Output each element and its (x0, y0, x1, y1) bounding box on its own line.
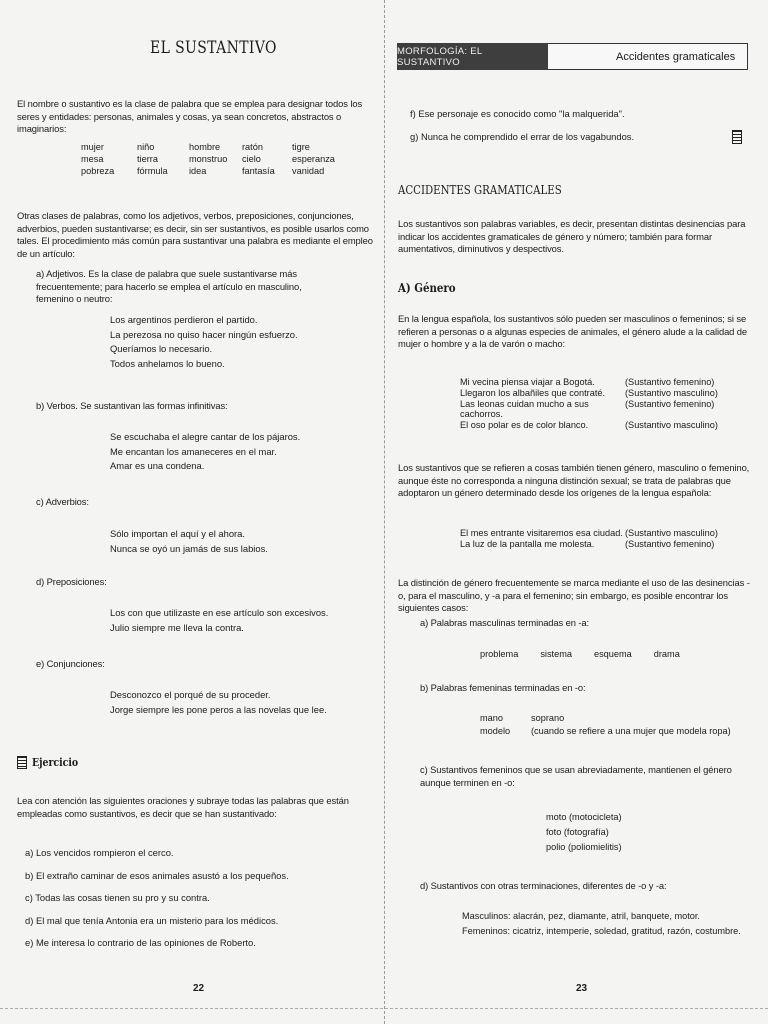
example-gender: (Sustantivo femenino) (625, 539, 715, 549)
case-c-words (546, 810, 622, 855)
cosas-examples (460, 528, 725, 549)
word: modelo (480, 726, 511, 736)
exercise-item: f) Ese personaje es conocido como "la malquerida". (410, 108, 625, 119)
word: sistema (540, 649, 572, 659)
example-sentence: Las leonas cuidan mucho a sus cachorros. (460, 399, 589, 419)
example-line: Julio siempre me lleva la contra. (110, 621, 244, 633)
exercise-title: Ejercicio (32, 756, 79, 769)
word-examples (81, 142, 352, 176)
word-note: (cuando se refiere a una mujer que modela ropa) (531, 726, 731, 736)
genero-title: A) Género (398, 281, 456, 295)
preposiciones-examples (110, 606, 328, 635)
example-line: Queríamos lo necesario. (110, 343, 213, 354)
example-line: Los argentinos perdieron el partido. (110, 314, 258, 325)
header-topic-tab: Accidentes gramaticales (548, 43, 748, 70)
example-word: vanidad (292, 166, 325, 176)
word: moto (motocicleta) (546, 812, 622, 822)
exercise-item: a) Los vencidos rompieron el cerco. (25, 847, 174, 858)
adjetivos-examples (110, 313, 298, 371)
cosas-example-table (460, 528, 725, 549)
example-word: hombre (189, 142, 221, 152)
example-gender: (Sustantivo masculino) (625, 388, 718, 398)
example-sentence: El oso polar es de color blanco. (460, 420, 589, 430)
example-line: Todos anhelamos lo bueno. (110, 357, 225, 369)
adverbios-examples (110, 527, 268, 556)
page-number: 22 (193, 983, 205, 994)
example-sentence: Llegaron los albañiles que contraté. (460, 388, 606, 398)
right-page (384, 0, 768, 1024)
example-line: La perezosa no quiso hacer ningún esfuerzo. (110, 328, 298, 340)
example-word: mujer (81, 142, 104, 152)
example-line: Se escuchaba el alegre cantar de los pájaros. (110, 431, 301, 442)
example-word: tierra (137, 154, 158, 164)
section-title: ACCIDENTES GRAMATICALES (398, 183, 562, 197)
case-d-lists (462, 909, 741, 939)
genero-example-table (460, 377, 725, 430)
genero-examples (460, 377, 725, 430)
example-line: Me encantan los amaneceres en el mar. (110, 445, 277, 457)
genero-paragraph: En la lengua española, los sustantivos sólo pueden ser masculinos o femeninos; si se refieren a personas o a algunas especies de animales, el género alude a la calidad de mujer o hombre y a la de varón o macho: (398, 313, 748, 349)
example-gender: (Sustantivo masculino) (625, 528, 718, 538)
header-section-tab: MORFOLOGÍA: EL SUSTANTIVO (397, 43, 548, 70)
exercise-list (25, 842, 289, 955)
example-sentence: La luz de la pantalla me molesta. (460, 539, 595, 549)
example-word: idea (189, 166, 207, 176)
masculine-list: Masculinos: alacrán, pez, diamante, atril, banquete, motor. (462, 911, 700, 921)
example-line: Amar es una condena. (110, 460, 205, 471)
word-grid (81, 142, 352, 176)
exercise-heading (17, 756, 86, 769)
word: polio (poliomielitis) (546, 842, 622, 852)
desinencias-paragraph: La distinción de género frecuentemente se marca mediante el uso de las desinencias -o, para el masculino, y -a para el femenino; sin embargo, es posible encontrar los siguientes casos: (398, 577, 750, 613)
example-word: fórmula (137, 166, 168, 176)
page-number: 23 (576, 983, 588, 994)
adjetivos-label: a) Adjetivos. Es la clase de palabra que suele sustantivarse más frecuentemente; para hacerlo se emplea el artículo en masculino, femenino o neutro: (36, 268, 302, 304)
verbos-examples (110, 430, 300, 474)
word: mano (480, 713, 503, 723)
case-b-label: b) Palabras femeninas terminadas en -o: (420, 682, 586, 693)
word: drama (653, 649, 680, 659)
exercise-item: e) Me interesa lo contrario de las opiniones de Roberto. (25, 937, 256, 948)
example-word: cielo (242, 154, 261, 164)
example-word: fantasía (242, 166, 275, 176)
example-sentence: Mi vecina piensa viajar a Bogotá. (460, 377, 595, 387)
example-line: Jorge siempre les pone peros a las novelas que lee. (110, 703, 327, 715)
example-gender: (Sustantivo femenino) (625, 399, 715, 409)
section-intro: Los sustantivos son palabras variables, es decir, presentan distintas desinencias para indicar los accidentes gramaticales de género y número; también para formar aumentativos, diminutivos y despectivos. (398, 218, 746, 254)
example-word: esperanza (292, 154, 335, 164)
case-b-words (480, 712, 731, 738)
case-a-label: a) Palabras masculinas terminadas en -a: (420, 617, 589, 628)
exercise-item: c) Todas las cosas tienen su pro y su contra. (25, 892, 210, 903)
notebook-icon (17, 756, 27, 769)
example-word: ratón (242, 142, 263, 152)
exercise-instructions: Lea con atención las siguientes oraciones y subraye todas las palabras que están empleadas como sustantivos, es decir que se han sustantivado: (17, 795, 349, 819)
notebook-icon (732, 130, 742, 144)
example-gender: (Sustantivo masculino) (625, 420, 718, 430)
example-gender: (Sustantivo femenino) (625, 377, 715, 387)
word: problema (480, 649, 519, 659)
cosas-paragraph: Los sustantivos que se refieren a cosas también tienen género, masculino o femenino, aunque éste no corresponda a ninguna distinción sexual; se trata de palabras que adoptaron un género determinado desde los orígenes de la lengua española: (398, 462, 750, 498)
page-title: EL SUSTANTIVO (150, 38, 277, 58)
intro-paragraph: El nombre o sustantivo es la clase de palabra que se emplea para designar todos los seres y entidades: personas, animales y cosas, ya sean concretos, abstractos o imaginarios: (17, 98, 363, 134)
exercise-item: g) Nunca he comprendido el errar de los vagabundos. (410, 131, 635, 142)
word: esquema (593, 649, 632, 659)
preposiciones-label: d) Preposiciones: (36, 576, 107, 587)
example-word: niño (137, 142, 155, 152)
word: soprano (531, 713, 565, 723)
example-word: tigre (292, 142, 310, 152)
example-line: Los con que utilizaste en ese artículo son excesivos. (110, 607, 329, 618)
conjunciones-examples (110, 688, 327, 717)
feminine-list: Femeninos: cicatriz, intemperie, soledad, gratitud, razón, costumbre. (462, 926, 741, 936)
example-line: Nunca se oyó un jamás de sus labios. (110, 542, 268, 554)
sustantivacion-paragraph: Otras clases de palabras, como los adjetivos, verbos, preposiciones, conjunciones, adverbios, pueden sustantivarse; es decir, sin ser sustantivos, es posible usarlos como tales. El procedimiento más común para sustantivar una palabra es mediante el empleo de un artículo: (17, 210, 373, 259)
verbos-label: b) Verbos. Se sustantivan las formas infinitivas: (36, 400, 228, 411)
example-line: Desconozco el porqué de su proceder. (110, 689, 271, 700)
example-word: pobreza (81, 166, 115, 176)
case-b-table (480, 712, 731, 738)
example-word: mesa (81, 154, 104, 164)
exercise-item: d) El mal que tenía Antonia era un misterio para los médicos. (25, 914, 279, 926)
case-d-label: d) Sustantivos con otras terminaciones, diferentes de -o y -a: (420, 880, 667, 891)
example-sentence: El mes entrante visitaremos esa ciudad. (460, 528, 623, 538)
example-line: Sólo importan el aquí y el ahora. (110, 528, 245, 539)
exercise-continuation (410, 102, 634, 148)
adverbios-label: c) Adverbios: (36, 496, 89, 507)
exercise-item: b) El extraño caminar de esos animales asustó a los pequeños. (25, 869, 289, 881)
case-a-words (480, 649, 680, 659)
example-word: monstruo (189, 154, 228, 164)
word: foto (fotografía) (546, 827, 609, 837)
case-c-label: c) Sustantivos femeninos que se usan abreviadamente, mantienen el género aunque terminen en -o: (420, 764, 732, 788)
conjunciones-label: e) Conjunciones: (36, 658, 105, 669)
